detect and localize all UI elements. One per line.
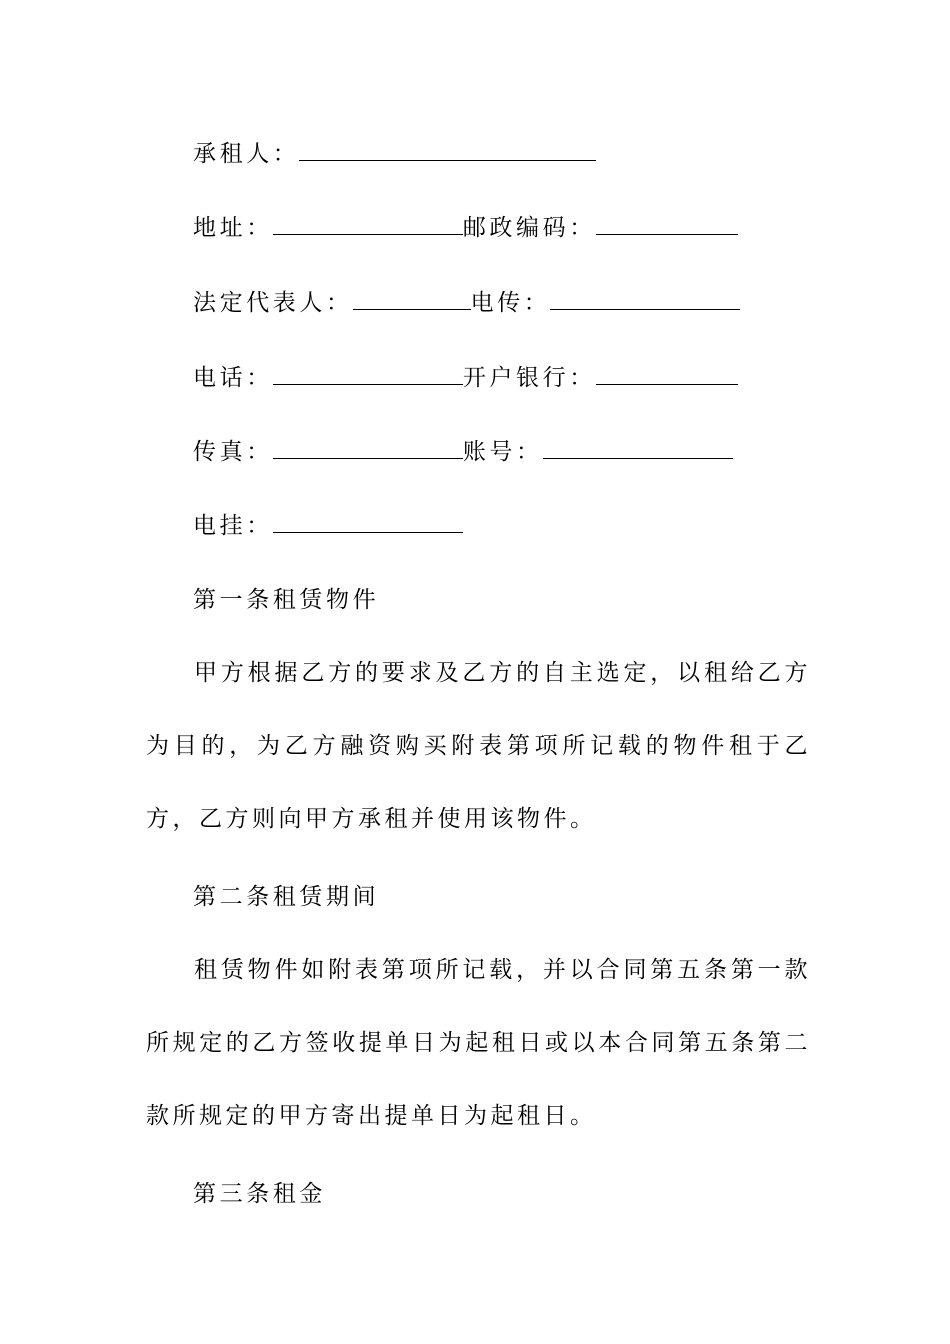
fax-label: 传真： <box>193 439 273 465</box>
account-label: 账号： <box>462 439 543 465</box>
address-label: 地址： <box>193 215 273 241</box>
lessee-row <box>193 142 596 166</box>
address-blank <box>273 216 463 235</box>
telegraph-blank <box>550 291 740 310</box>
legal-rep-label: 法定代表人： <box>193 290 353 316</box>
telegraph-label: 电传： <box>470 290 551 316</box>
bank-blank <box>596 366 738 385</box>
account-blank <box>543 440 733 459</box>
legal-rep-row <box>193 291 740 315</box>
phone-row <box>193 366 738 390</box>
section-heading: 第一条租赁物件 <box>193 587 380 613</box>
postcode-label: 邮政编码： <box>462 215 596 241</box>
fax-row <box>193 440 733 464</box>
lessee-label: 承租人： <box>193 141 300 167</box>
section-body: 租赁物件如附表第项所记载，并以合同第五条第一款所规定的乙方签收提单日为起租日或以本合同第五条第二款所规定的甲方寄出提单日为起租日。 <box>146 957 811 1129</box>
section-heading: 第三条租金 <box>193 1181 326 1207</box>
address-row <box>193 216 738 240</box>
phone-blank <box>273 366 463 385</box>
legal-rep-blank <box>353 291 471 310</box>
cable-blank <box>273 514 463 533</box>
postcode-blank <box>596 216 738 235</box>
section-heading: 第二条租赁期间 <box>193 884 380 910</box>
phone-label: 电话： <box>193 365 273 391</box>
section-body: 甲方根据乙方的要求及乙方的自主选定，以租给乙方为目的，为乙方融资购买附表第项所记载的物件租于乙方，乙方则向甲方承租并使用该物件。 <box>146 660 811 832</box>
cable-row <box>193 514 463 538</box>
bank-label: 开户银行： <box>462 365 596 391</box>
lessee-blank <box>299 142 596 161</box>
fax-blank <box>273 440 463 459</box>
cable-label: 电挂： <box>193 513 273 539</box>
